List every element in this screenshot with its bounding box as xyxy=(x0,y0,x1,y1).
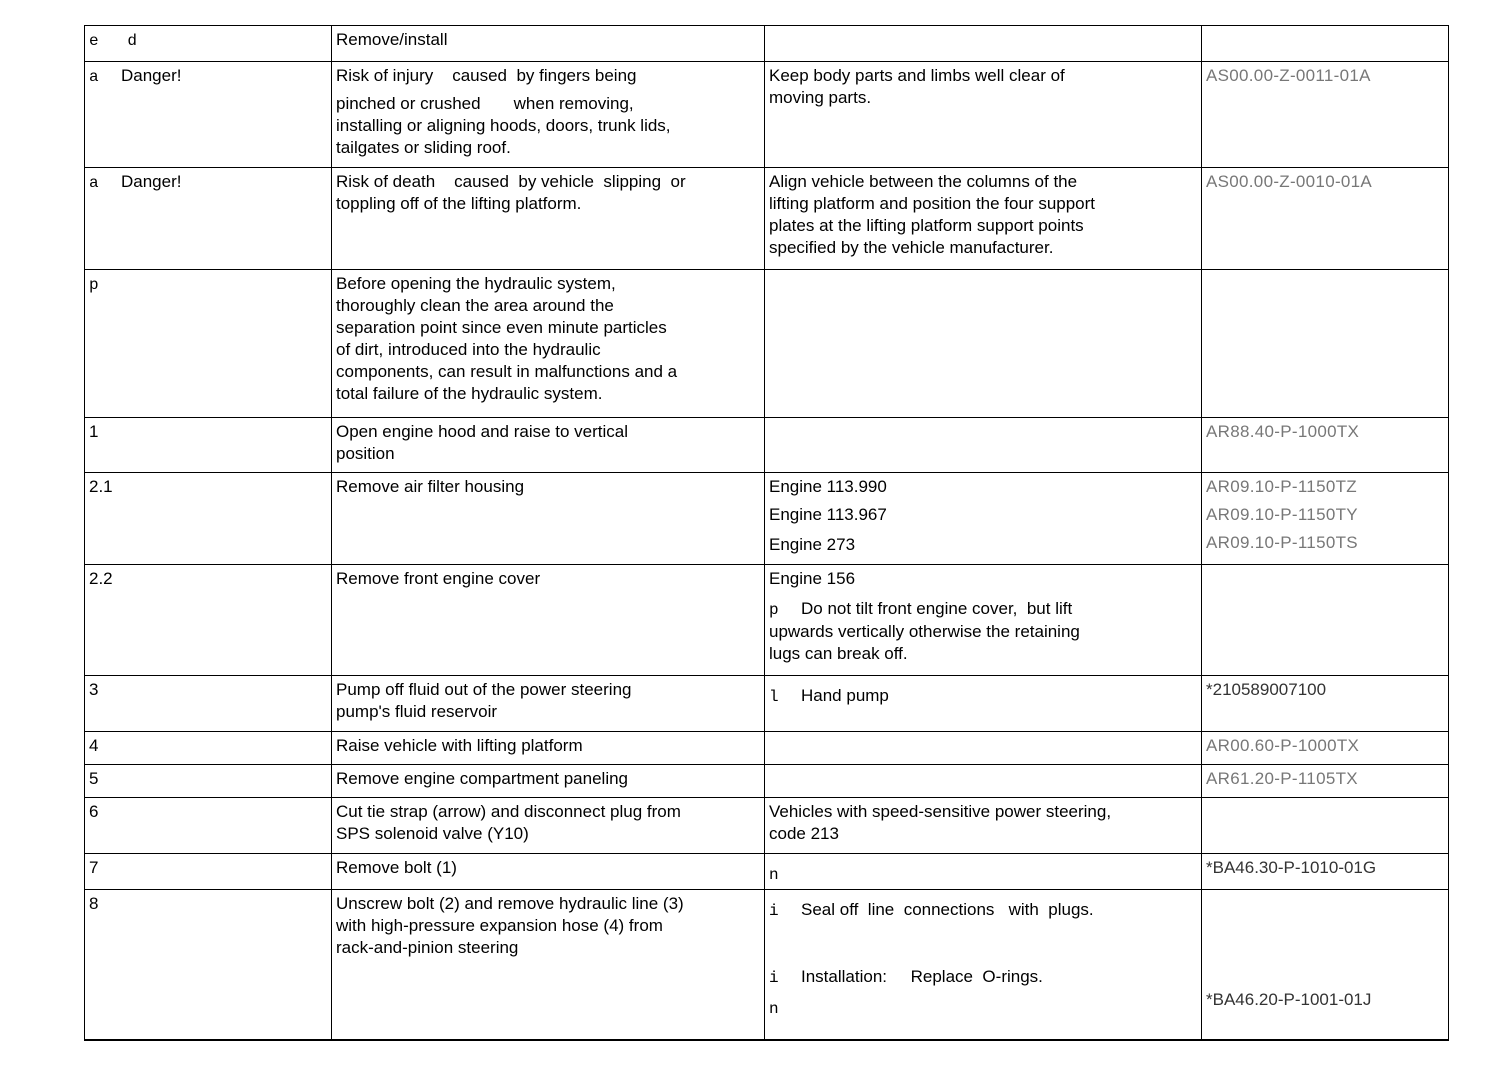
step-description: total failure of the hydraulic system. xyxy=(336,384,603,403)
table-row xyxy=(85,565,1449,676)
repair-instructions-table xyxy=(84,25,1449,1041)
reference-link[interactable]: AR00.60-P-1000TX xyxy=(1206,736,1360,755)
step-note: code 213 xyxy=(769,824,839,843)
step-note: Engine 113.990 xyxy=(769,477,887,496)
step-description: Remove air filter housing xyxy=(336,477,525,496)
step-note: Installation: Replace O-rings. xyxy=(801,967,1043,986)
step-description: Cut tie strap (arrow) and disconnect plug from xyxy=(336,802,681,821)
step-note: specified by the vehicle manufacturer. xyxy=(769,238,1054,257)
table-row xyxy=(85,418,1449,473)
step-note: upwards vertically otherwise the retaining xyxy=(769,622,1080,641)
note-icon: p xyxy=(89,276,99,294)
reference-link[interactable]: AR09.10-P-1150TZ xyxy=(1206,477,1357,496)
step-note: lugs can break off. xyxy=(769,644,908,663)
step-description: Unscrew bolt (2) and remove hydraulic line (3) xyxy=(336,894,684,913)
reference-link[interactable]: AR88.40-P-1000TX xyxy=(1206,422,1360,441)
step-number: 2.1 xyxy=(89,477,113,496)
reference-link[interactable]: *BA46.30-P-1010-01G xyxy=(1206,858,1377,877)
step-description: with high-pressure expansion hose (4) from xyxy=(336,916,663,935)
step-description: position xyxy=(336,444,395,463)
step-number: 5 xyxy=(89,769,99,788)
step-number: 4 xyxy=(89,736,99,755)
header-action: Remove/install xyxy=(336,30,448,49)
step-description: SPS solenoid valve (Y10) xyxy=(336,824,529,843)
step-note-line xyxy=(769,685,1197,708)
step-description: of dirt, introduced into the hydraulic xyxy=(336,340,601,359)
step-number: 7 xyxy=(89,858,99,877)
step-description: Raise vehicle with lifting platform xyxy=(336,736,583,755)
step-note: lifting platform and position the four support xyxy=(769,194,1096,213)
step-note-line xyxy=(769,997,1197,1020)
table-row xyxy=(85,854,1449,890)
table-row xyxy=(85,798,1449,854)
tool-icon: l xyxy=(769,688,779,706)
step-description: Pump off fluid out of the power steering xyxy=(336,680,632,699)
step-description: Remove bolt (1) xyxy=(336,858,457,877)
note-icon: n xyxy=(769,1000,779,1018)
table-row xyxy=(85,765,1449,798)
reference-link[interactable]: AR09.10-P-1150TS xyxy=(1206,533,1358,552)
step-description: installing or aligning hoods, doors, trunk lids, xyxy=(336,116,671,135)
step-description: thoroughly clean the area around the xyxy=(336,296,614,315)
step-note-line xyxy=(769,899,1197,922)
note-icon: p xyxy=(769,601,779,619)
step-description: tailgates or sliding roof. xyxy=(336,138,511,157)
step-note: Keep body parts and limbs well clear of xyxy=(769,66,1065,85)
table-row xyxy=(85,732,1449,765)
info-icon: i xyxy=(769,969,779,987)
table-row xyxy=(85,168,1449,270)
step-description: Remove front engine cover xyxy=(336,569,541,588)
table-row xyxy=(85,890,1449,1040)
step-description: Remove engine compartment paneling xyxy=(336,769,629,788)
step-note: Hand pump xyxy=(801,686,889,705)
step-number: 1 xyxy=(89,422,99,441)
note-icon: n xyxy=(769,866,779,884)
step-description: Risk of death caused by vehicle slipping or xyxy=(336,172,686,191)
step-description: Before opening the hydraulic system, xyxy=(336,274,616,293)
reference-link[interactable]: AR09.10-P-1150TY xyxy=(1206,505,1358,524)
danger-label: Danger! xyxy=(121,66,182,85)
header-row xyxy=(85,26,1449,62)
info-icon: i xyxy=(769,902,779,920)
step-note-line xyxy=(769,598,1197,621)
step-note: Vehicles with speed-sensitive power steering, xyxy=(769,802,1112,821)
reference-link[interactable]: AR61.20-P-1105TX xyxy=(1206,769,1358,788)
step-note: Engine 273 xyxy=(769,535,856,554)
danger-label: Danger! xyxy=(121,172,182,191)
step-note: moving parts. xyxy=(769,88,872,107)
step-description: toppling off of the lifting platform. xyxy=(336,194,582,213)
step-note: plates at the lifting platform support points xyxy=(769,216,1084,235)
step-note-line xyxy=(769,966,1197,989)
step-description: rack-and-pinion steering xyxy=(336,938,519,957)
step-description: Risk of injury caused by fingers being xyxy=(336,66,637,85)
table-row xyxy=(85,270,1449,418)
step-description: components, can result in malfunctions and a xyxy=(336,362,678,381)
step-note: Engine 156 xyxy=(769,569,856,588)
step-number: 6 xyxy=(89,802,99,821)
step-description: separation point since even minute particles xyxy=(336,318,667,337)
reference-link[interactable]: AS00.00-Z-0010-01A xyxy=(1206,172,1373,191)
step-description: pump's fluid reservoir xyxy=(336,702,498,721)
step-note: Engine 113.967 xyxy=(769,505,887,524)
table-row xyxy=(85,676,1449,732)
step-description: Open engine hood and raise to vertical xyxy=(336,422,629,441)
step-number: 3 xyxy=(89,680,99,699)
step-number: 2.2 xyxy=(89,569,113,588)
header-symbols: e d xyxy=(89,32,138,50)
table-row xyxy=(85,62,1449,168)
step-note: Seal off line connections with plugs. xyxy=(801,900,1094,919)
step-note-line xyxy=(769,863,1197,886)
step-number: 8 xyxy=(89,894,99,913)
step-note: Align vehicle between the columns of the xyxy=(769,172,1078,191)
reference-link[interactable]: *BA46.20-P-1001-01J xyxy=(1206,990,1372,1009)
step-note: Do not tilt front engine cover, but lift xyxy=(801,599,1073,618)
danger-icon: a xyxy=(89,68,99,86)
table-row xyxy=(85,473,1449,565)
reference-link[interactable]: AS00.00-Z-0011-01A xyxy=(1206,66,1371,85)
danger-icon: a xyxy=(89,174,99,192)
step-description: pinched or crushed when removing, xyxy=(336,94,634,113)
reference-link[interactable]: *210589007100 xyxy=(1206,680,1327,699)
